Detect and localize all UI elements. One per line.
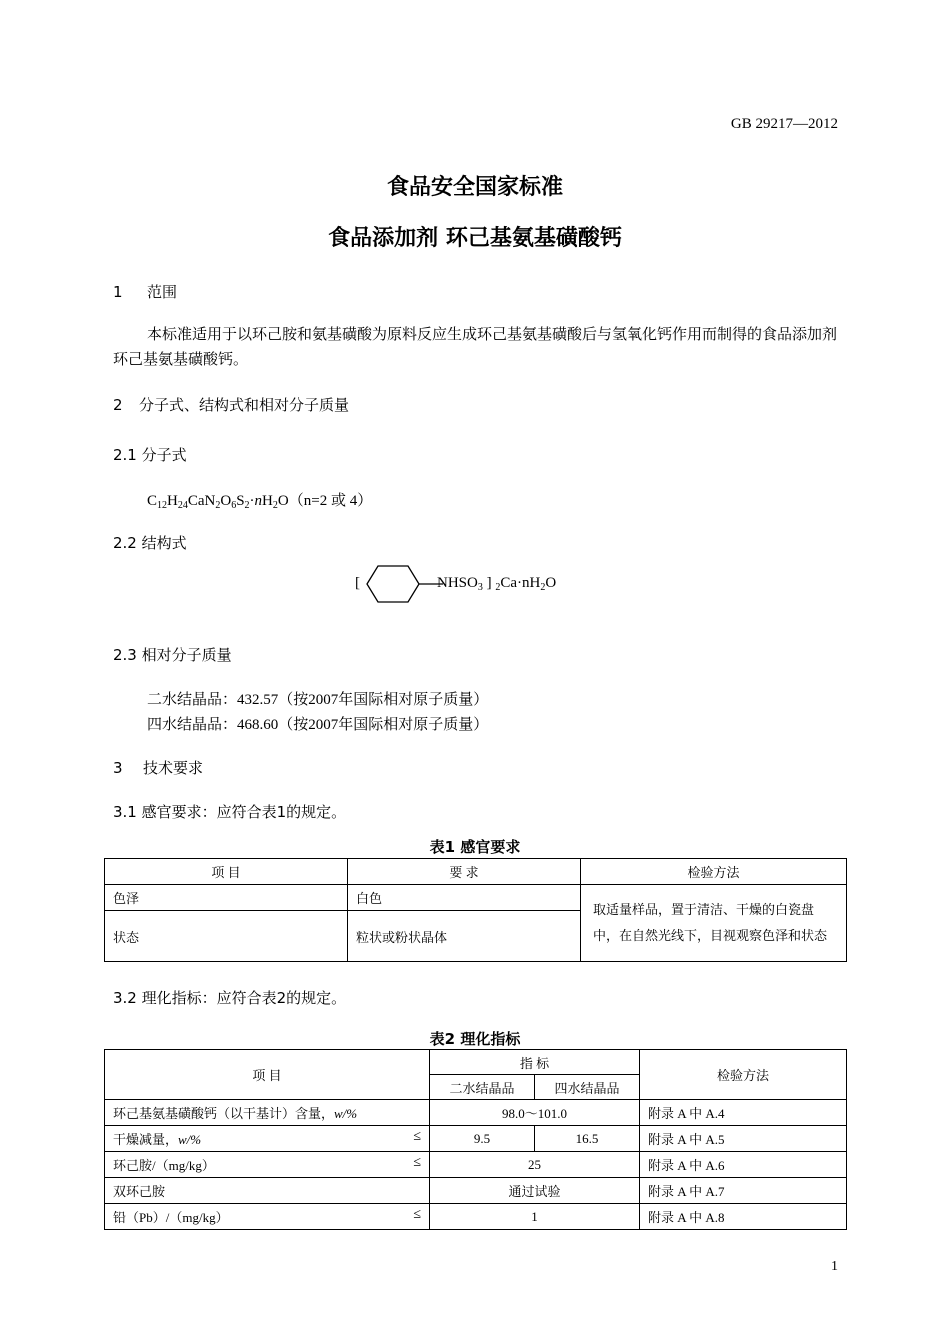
cell-requirement: 白色: [348, 885, 581, 911]
header-method: 检验方法: [581, 859, 847, 885]
section-2-2-heading: 2.2 结构式: [113, 534, 187, 552]
oxygen: O: [545, 575, 557, 591]
dihydrate-mass: 二水结晶品：432.57（按2007年国际相对原子质量）: [147, 692, 489, 708]
header-dihydrate: 二水结晶品: [430, 1075, 535, 1100]
table-row: [105, 885, 847, 911]
item-label: 铅（Pb）/（mg/kg）: [113, 1210, 229, 1225]
physicochemical-table: [104, 1049, 847, 1230]
section-title: 范围: [147, 283, 178, 301]
header-tetrahydrate: 四水结晶品: [535, 1075, 640, 1100]
header-item: 项 目: [105, 859, 348, 885]
section-3-1-heading: 3.1 感官要求：应符合表1的规定。: [113, 803, 347, 821]
scope-paragraph: 本标准适用于以环己胺和氨基磺酸为原料反应生成环己基氨基磺酸后与氢氧化钙作用而制得的食品添加剂环己基氨基磺酸钙。: [113, 327, 838, 368]
header-item: 项 目: [105, 1050, 430, 1100]
table2-caption: 表2 理化指标: [429, 1030, 521, 1048]
cell-value: 25: [430, 1152, 640, 1178]
cell-method: 附录 A 中 A.4: [640, 1100, 847, 1126]
less-equal-sign: ≤: [413, 1207, 421, 1222]
cyclohexane-ring-icon: [363, 565, 443, 603]
cell-value: 1: [430, 1204, 640, 1230]
section-2-heading: [113, 394, 349, 415]
cell-item: 状态: [105, 911, 348, 962]
document-subtitle: 食品添加剂 环己基氨基磺酸钙: [328, 226, 622, 251]
close-bracket: ]: [486, 575, 496, 591]
section-title: 分子式、结构式和相对分子质量: [139, 396, 350, 414]
less-equal-sign: ≤: [413, 1129, 421, 1144]
section-2-1-heading: 2.1 分子式: [113, 446, 187, 464]
unit: w/%: [178, 1132, 202, 1147]
table-row: [105, 1204, 847, 1230]
less-equal-sign: ≤: [413, 1155, 421, 1170]
sulfamate-group: $NHSO_3$ ] $_2Ca\cdot nH_2O$: [437, 575, 557, 593]
cell-item: [105, 1126, 430, 1152]
table-row: [105, 1100, 847, 1126]
cell-item: [105, 1152, 430, 1178]
cell-item: [105, 1100, 430, 1126]
table1-caption: 表1 感官要求: [429, 838, 521, 856]
calcium-hydrate: Ca·nH: [500, 575, 541, 591]
document-title: 食品安全国家标准: [386, 175, 563, 200]
table-header-row: [105, 1050, 847, 1075]
table-row: [105, 1178, 847, 1204]
table-row: [105, 1152, 847, 1178]
section-2-3-heading: 2.3 相对分子质量: [113, 646, 232, 664]
cell-value-dihydrate: 9.5: [430, 1126, 535, 1152]
cell-value-tetrahydrate: 16.5: [535, 1126, 640, 1152]
page-number: 1: [831, 1259, 838, 1274]
section-3-heading: [113, 757, 203, 778]
section-1-heading: [113, 281, 177, 302]
item-label: 环己基氨基磺酸钙（以干基计）含量，: [113, 1106, 335, 1121]
tetrahydrate-mass: 四水结晶品：468.60（按2007年国际相对原子质量）: [147, 717, 489, 733]
molecular-formula: $C_{12}H_{24}CaN_2O_6S_2\cdot nH_2O(n=2$ 或 4）: [147, 493, 373, 511]
cell-method: 附录 A 中 A.7: [640, 1178, 847, 1204]
section-number: 2: [113, 396, 123, 414]
section-number: 3: [113, 759, 123, 777]
unit: w/%: [334, 1106, 358, 1121]
open-bracket: [: [355, 575, 360, 591]
cell-item: [105, 1204, 430, 1230]
cell-requirement: 粒状或粉状晶体: [348, 911, 581, 962]
cell-value: 98.0～101.0: [430, 1100, 640, 1126]
structural-formula: [355, 565, 595, 605]
table-row: [105, 1126, 847, 1152]
cell-method: 附录 A 中 A.8: [640, 1204, 847, 1230]
section-3-2-heading: 3.2 理化指标：应符合表2的规定。: [113, 989, 347, 1007]
standard-number: GB 29217—2012: [730, 116, 838, 132]
cell-item: 双环己胺: [105, 1178, 430, 1204]
cell-method: 取适量样品，置于清洁、干燥的白瓷盘中，在自然光线下，目视观察色泽和状态: [581, 885, 847, 962]
formula-note: （n=2 或 4）: [288, 493, 373, 509]
header-requirement: 要 求: [348, 859, 581, 885]
item-label: 环己胺/（mg/kg）: [113, 1158, 215, 1173]
cell-method: 附录 A 中 A.6: [640, 1152, 847, 1178]
sensory-table: [104, 858, 847, 962]
section-number: 1: [113, 283, 123, 301]
section-title: 技术要求: [143, 759, 204, 777]
header-index: 指 标: [430, 1050, 640, 1075]
cell-value: 通过试验: [430, 1178, 640, 1204]
subscript: 2: [495, 582, 501, 593]
table-header-row: [105, 859, 847, 885]
cell-item: 色泽: [105, 885, 348, 911]
header-method: 检验方法: [640, 1050, 847, 1100]
item-label: 干燥减量，: [113, 1132, 179, 1147]
cell-method: 附录 A 中 A.5: [640, 1126, 847, 1152]
